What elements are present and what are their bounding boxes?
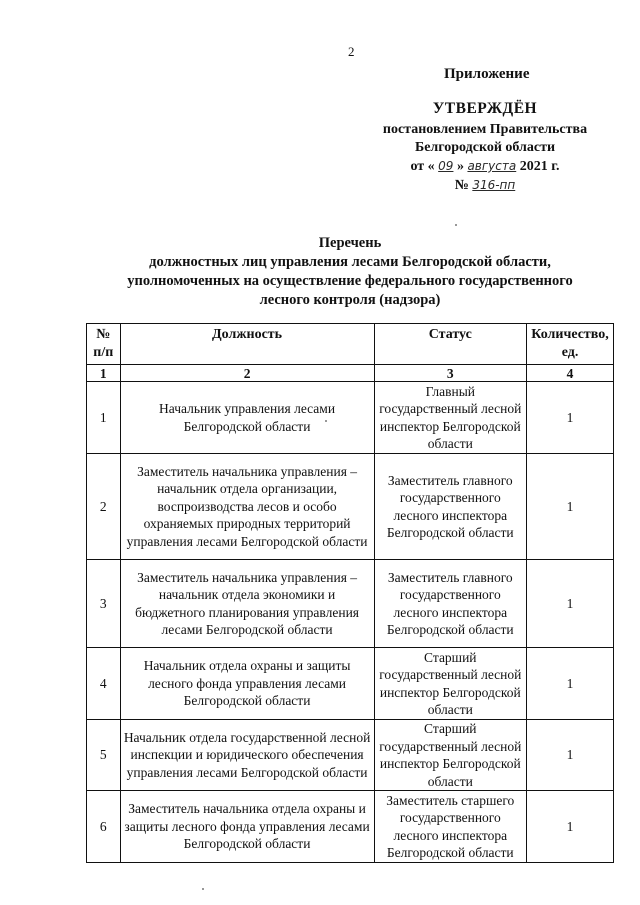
row-number: 1: [87, 382, 121, 454]
row-position: Начальник управления лесами Белгородской области: [120, 382, 374, 454]
date-prefix: от «: [410, 159, 435, 174]
row-position: Заместитель начальника управления – начальник отдела организации, воспроизводства лесов и особо охраняемых природных территорий управления лесами Белгородской области: [120, 454, 374, 560]
table-row: [87, 560, 614, 648]
scan-speck: [325, 420, 327, 422]
column-number: 1: [87, 365, 121, 382]
table-row: [87, 454, 614, 560]
row-status: Заместитель старшего государственного лесного инспектора Белгородской области: [374, 791, 527, 863]
title-line-2: должностных лиц управления лесами Белгородской области,: [149, 254, 551, 270]
approval-block: [360, 100, 610, 195]
row-count: 1: [527, 791, 614, 863]
date-day: 09: [438, 159, 454, 173]
row-number: 5: [87, 720, 121, 791]
row-position: Заместитель начальника управления – начальник отдела экономики и бюджетного планирования управления лесами Белгородской области: [120, 560, 374, 648]
date-mid: »: [456, 159, 464, 174]
table-row: [87, 382, 614, 454]
approval-number: [360, 176, 610, 195]
title-line-3: уполномоченных на осуществление федерального государственного: [127, 273, 573, 289]
column-number: 4: [527, 365, 614, 382]
column-number: 2: [120, 365, 374, 382]
approval-heading: УТВЕРЖДЁН: [432, 100, 538, 117]
row-number: 2: [87, 454, 121, 560]
table-row: [87, 648, 614, 720]
date-year: 2021 г.: [519, 159, 560, 174]
scan-speck: [202, 888, 204, 890]
row-count: 1: [527, 720, 614, 791]
row-count: 1: [527, 454, 614, 560]
appendix-label: Приложение: [444, 66, 530, 82]
row-number: 3: [87, 560, 121, 648]
header-number: № п/п: [87, 324, 121, 365]
table-header-row: [87, 324, 614, 365]
approval-line-2: Белгородской области: [414, 140, 556, 155]
number-label: №: [454, 178, 469, 193]
number-value: 316-пп: [472, 178, 516, 192]
row-count: 1: [527, 382, 614, 454]
date-month: августа: [467, 159, 517, 173]
title-line-4: лесного контроля (надзора): [259, 292, 441, 308]
officials-table: [86, 323, 614, 863]
scan-speck: [455, 224, 457, 226]
row-status: Главный государственный лесной инспектор Белгородской области: [374, 382, 527, 454]
row-status: Заместитель главного государственного лесного инспектора Белгородской области: [374, 454, 527, 560]
document-title: [80, 234, 620, 310]
row-status: Старший государственный лесной инспектор Белгородской области: [374, 648, 527, 720]
header-position: Должность: [120, 324, 374, 365]
approval-date: [360, 157, 610, 176]
column-number-row: [87, 365, 614, 382]
row-status: Заместитель главного государственного лесного инспектора Белгородской области: [374, 560, 527, 648]
row-status: Старший государственный лесной инспектор Белгородской области: [374, 720, 527, 791]
header-status: Статус: [374, 324, 527, 365]
row-position: Начальник отдела охраны и защиты лесного фонда управления лесами Белгородской области: [120, 648, 374, 720]
row-position: Заместитель начальника отдела охраны и защиты лесного фонда управления лесами Белгородской области: [120, 791, 374, 863]
title-line-1: Перечень: [318, 235, 382, 251]
row-position: Начальник отдела государственной лесной инспекции и юридического обеспечения управления лесами Белгородской области: [120, 720, 374, 791]
row-number: 4: [87, 648, 121, 720]
row-count: 1: [527, 560, 614, 648]
row-count: 1: [527, 648, 614, 720]
row-number: 6: [87, 791, 121, 863]
header-count: Количество, ед.: [527, 324, 614, 365]
column-number: 3: [374, 365, 527, 382]
approval-line-1: постановлением Правительства: [382, 122, 588, 137]
page-number: 2: [348, 44, 355, 59]
table-row: [87, 720, 614, 791]
table-row: [87, 791, 614, 863]
